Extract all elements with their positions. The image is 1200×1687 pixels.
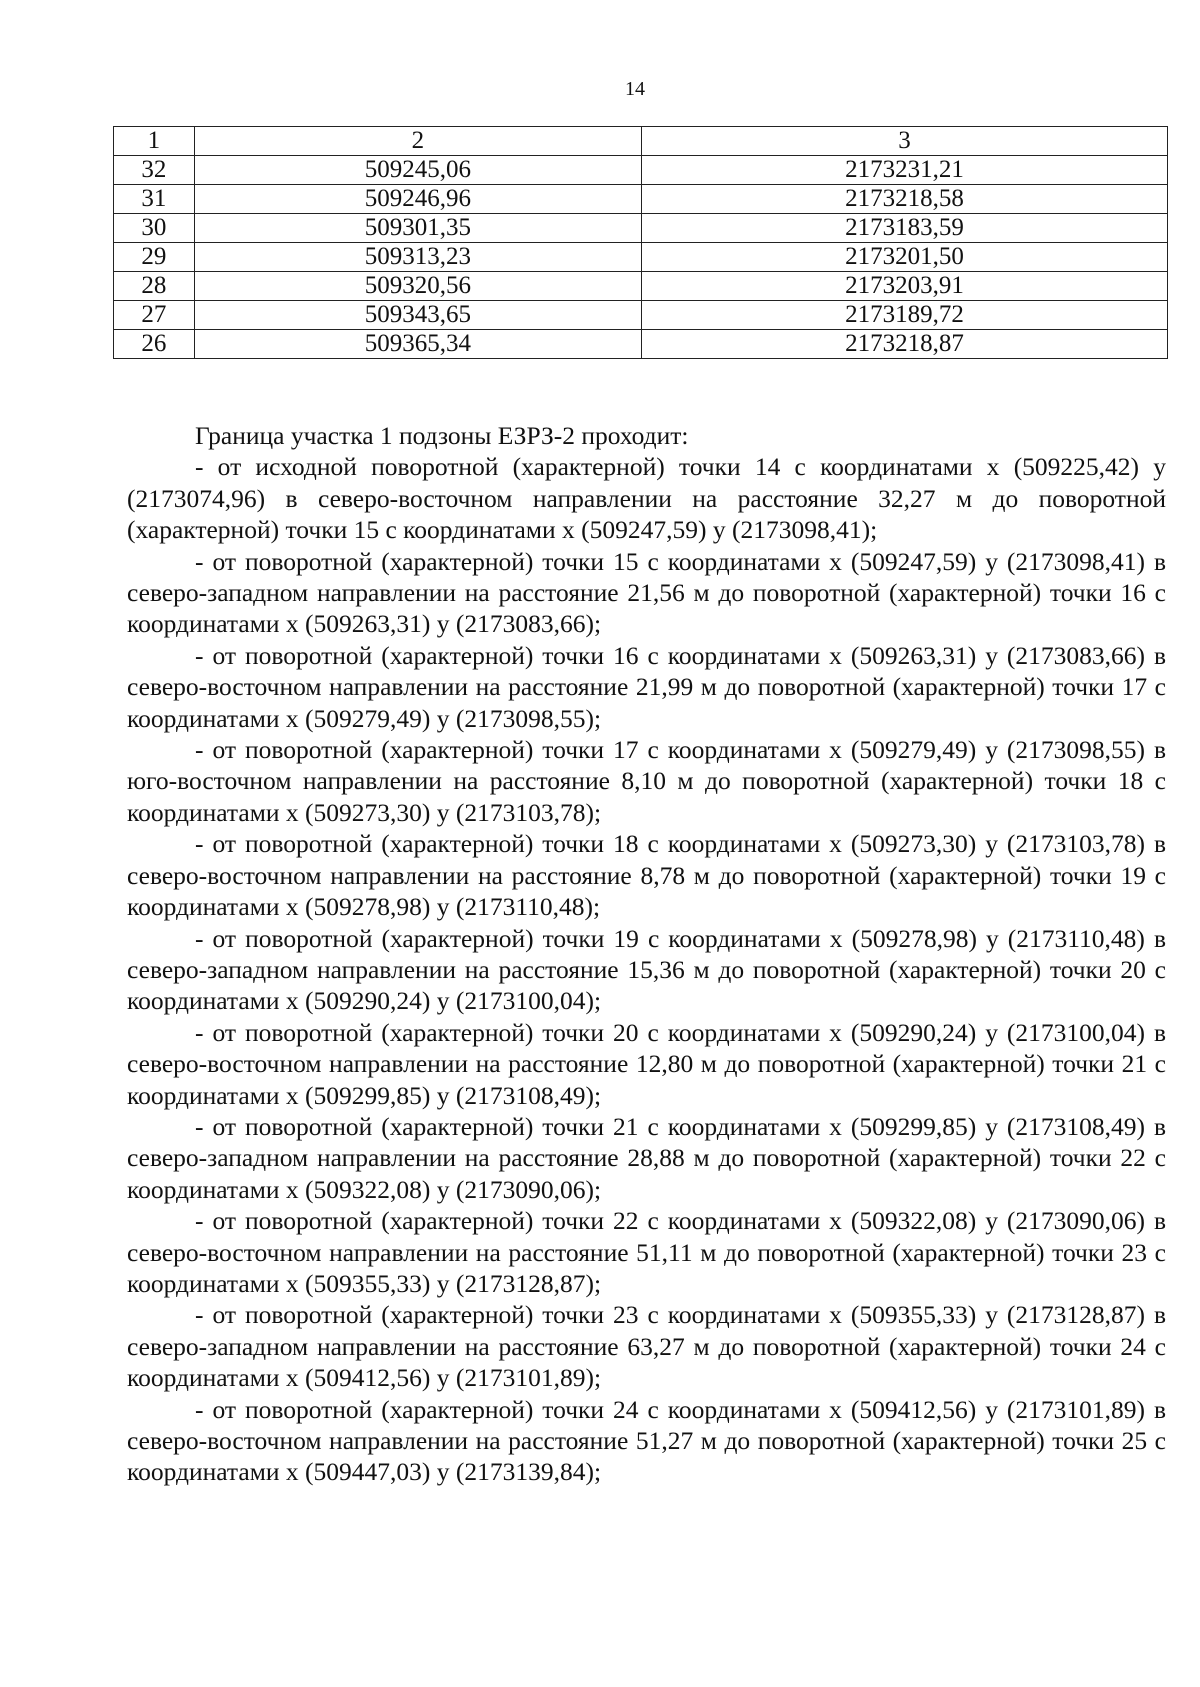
page-number: 14 xyxy=(625,78,645,100)
table-row xyxy=(114,185,1168,214)
boundary-segment-paragraph: - от поворотной (характерной) точки 19 с координатами х (509278,98) у (2173110,48) в северо-западном направлении на расстояние 15,36 м до поворотной (характерной) точки 20 с координатами х (509290,24) у (2173100,04); xyxy=(127,923,1166,1016)
boundary-segment-paragraph: - от поворотной (характерной) точки 22 с координатами х (509322,08) у (2173090,06) в северо-восточном направлении на расстояние 51,11 м до поворотной (характерной) точки 23 с координатами х (509355,33) у (2173128,87); xyxy=(127,1206,1166,1298)
y-coordinate-cell: 2173218,87 xyxy=(642,330,1168,359)
x-coordinate-cell: 509365,34 xyxy=(194,330,641,359)
point-number-cell: 31 xyxy=(114,185,195,214)
x-coordinate-cell: 509320,56 xyxy=(194,272,641,301)
point-number-cell: 30 xyxy=(114,214,195,243)
table-row xyxy=(114,214,1168,243)
header-cell-x: 2 xyxy=(194,127,641,156)
point-number-cell: 28 xyxy=(114,272,195,301)
boundary-description xyxy=(127,420,1166,1488)
boundary-segment-paragraph: - от исходной поворотной (характерной) точки 14 с координатами х (509225,42) у (2173074,96) в северо-восточном направлении на расстояние 32,27 м до поворотной (характерной) точки 15 с координатами х (509247,59) у (2173098,41); xyxy=(127,452,1166,545)
boundary-segment-paragraph: - от поворотной (характерной) точки 17 с координатами х (509279,49) у (2173098,55) в юго-восточном направлении на расстояние 8,10 м до поворотной (характерной) точки 18 с координатами х (509273,30) у (2173103,78); xyxy=(127,735,1166,827)
x-coordinate-cell: 509343,65 xyxy=(194,301,641,330)
table-row xyxy=(114,243,1168,272)
header-cell-y: 3 xyxy=(642,127,1168,156)
y-coordinate-cell: 2173203,91 xyxy=(642,272,1168,301)
boundary-segment-paragraph: - от поворотной (характерной) точки 23 с координатами х (509355,33) у (2173128,87) в северо-западном направлении на расстояние 63,27 м до поворотной (характерной) точки 24 с координатами х (509412,56) у (2173101,89); xyxy=(127,1300,1166,1393)
point-number-cell: 29 xyxy=(114,243,195,272)
y-coordinate-cell: 2173201,50 xyxy=(642,243,1168,272)
boundary-segment-paragraph: - от поворотной (характерной) точки 18 с координатами х (509273,30) у (2173103,78) в северо-восточном направлении на расстояние 8,78 м до поворотной (характерной) точки 19 с координатами х (509278,98) у (2173110,48); xyxy=(127,829,1166,922)
y-coordinate-cell: 2173183,59 xyxy=(642,214,1168,243)
x-coordinate-cell: 509313,23 xyxy=(194,243,641,272)
point-number-cell: 26 xyxy=(114,330,195,359)
boundary-segment-paragraph: - от поворотной (характерной) точки 20 с координатами х (509290,24) у (2173100,04) в северо-восточном направлении на расстояние 12,80 м до поворотной (характерной) точки 21 с координатами х (509299,85) у (2173108,49); xyxy=(127,1017,1166,1110)
y-coordinate-cell: 2173218,58 xyxy=(642,185,1168,214)
y-coordinate-cell: 2173189,72 xyxy=(642,301,1168,330)
boundary-segment-paragraph: - от поворотной (характерной) точки 15 с координатами х (509247,59) у (2173098,41) в северо-западном направлении на расстояние 21,56 м до поворотной (характерной) точки 16 с координатами х (509263,31) у (2173083,66); xyxy=(127,546,1166,639)
table-row xyxy=(114,301,1168,330)
x-coordinate-cell: 509245,06 xyxy=(194,156,641,185)
header-cell-point: 1 xyxy=(114,127,195,156)
point-number-cell: 27 xyxy=(114,301,195,330)
coordinates-table xyxy=(113,126,1168,359)
table-row xyxy=(114,330,1168,359)
y-coordinate-cell: 2173231,21 xyxy=(642,156,1168,185)
boundary-segment-paragraph: - от поворотной (характерной) точки 21 с координатами х (509299,85) у (2173108,49) в северо-западном направлении на расстояние 28,88 м до поворотной (характерной) точки 22 с координатами х (509322,08) у (2173090,06); xyxy=(127,1111,1166,1204)
boundary-segment-paragraph: - от поворотной (характерной) точки 24 с координатами х (509412,56) у (2173101,89) в северо-восточном направлении на расстояние 51,27 м до поворотной (характерной) точки 25 с координатами х (509447,03) у (2173139,84); xyxy=(127,1394,1166,1487)
point-number-cell: 32 xyxy=(114,156,195,185)
boundary-segment-paragraph: - от поворотной (характерной) точки 16 с координатами х (509263,31) у (2173083,66) в северо-восточном направлении на расстояние 21,99 м до поворотной (характерной) точки 17 с координатами х (509279,49) у (2173098,55); xyxy=(127,640,1166,733)
table-row xyxy=(114,156,1168,185)
x-coordinate-cell: 509301,35 xyxy=(194,214,641,243)
x-coordinate-cell: 509246,96 xyxy=(194,185,641,214)
table-header-row xyxy=(114,127,1168,156)
intro-paragraph: Граница участка 1 подзоны ЕЗРЗ-2 проходит: xyxy=(195,421,689,450)
table-row xyxy=(114,272,1168,301)
